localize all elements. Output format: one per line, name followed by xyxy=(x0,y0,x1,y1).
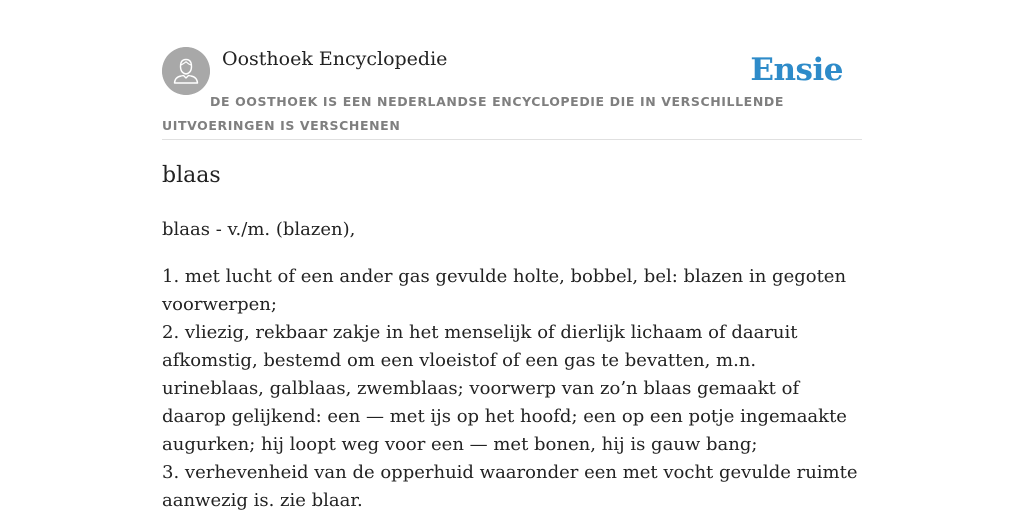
article-title: blaas xyxy=(162,163,221,188)
source-name[interactable]: Oosthoek Encyclopedie xyxy=(222,48,448,70)
entry-card xyxy=(162,44,862,511)
definition-item: 3. verhevenheid van de opperhuid waaronder een met vocht gevulde ruimte aanwezig is. zie blaar. xyxy=(162,462,858,511)
definition-item: 2. vliezig, rekbaar zakje in het menselijk of dierlijk lichaam of daaruit afkomstig, bestemd om een vloeistof of een gas te bevatten, m.n. urineblaas, galblaas, zwemblaas; voorwerp van zo’n blaas gemaakt of daarop gelijkend: een — met ijs op het hoofd; een op een potje ingemaakte augurken; hij loopt weg voor een — met bonen, hij is gauw bang; xyxy=(162,322,847,455)
source-avatar[interactable] xyxy=(162,47,210,95)
article-headword: blaas - v./m. (blazen), xyxy=(162,219,356,240)
source-header xyxy=(162,44,862,140)
definition-item: 1. met lucht of een ander gas gevulde holte, bobbel, bel: blazen in gegoten voorwerpen; xyxy=(162,266,847,315)
source-description: DE OOSTHOEK IS EEN NEDERLANDSE ENCYCLOPEDIE DIE IN VERSCHILLENDE UITVOERINGEN IS VERSCHENEN xyxy=(162,94,784,133)
definition-list xyxy=(162,263,862,512)
user-icon xyxy=(162,47,210,95)
brand-logo[interactable]: Ensie xyxy=(750,52,843,88)
